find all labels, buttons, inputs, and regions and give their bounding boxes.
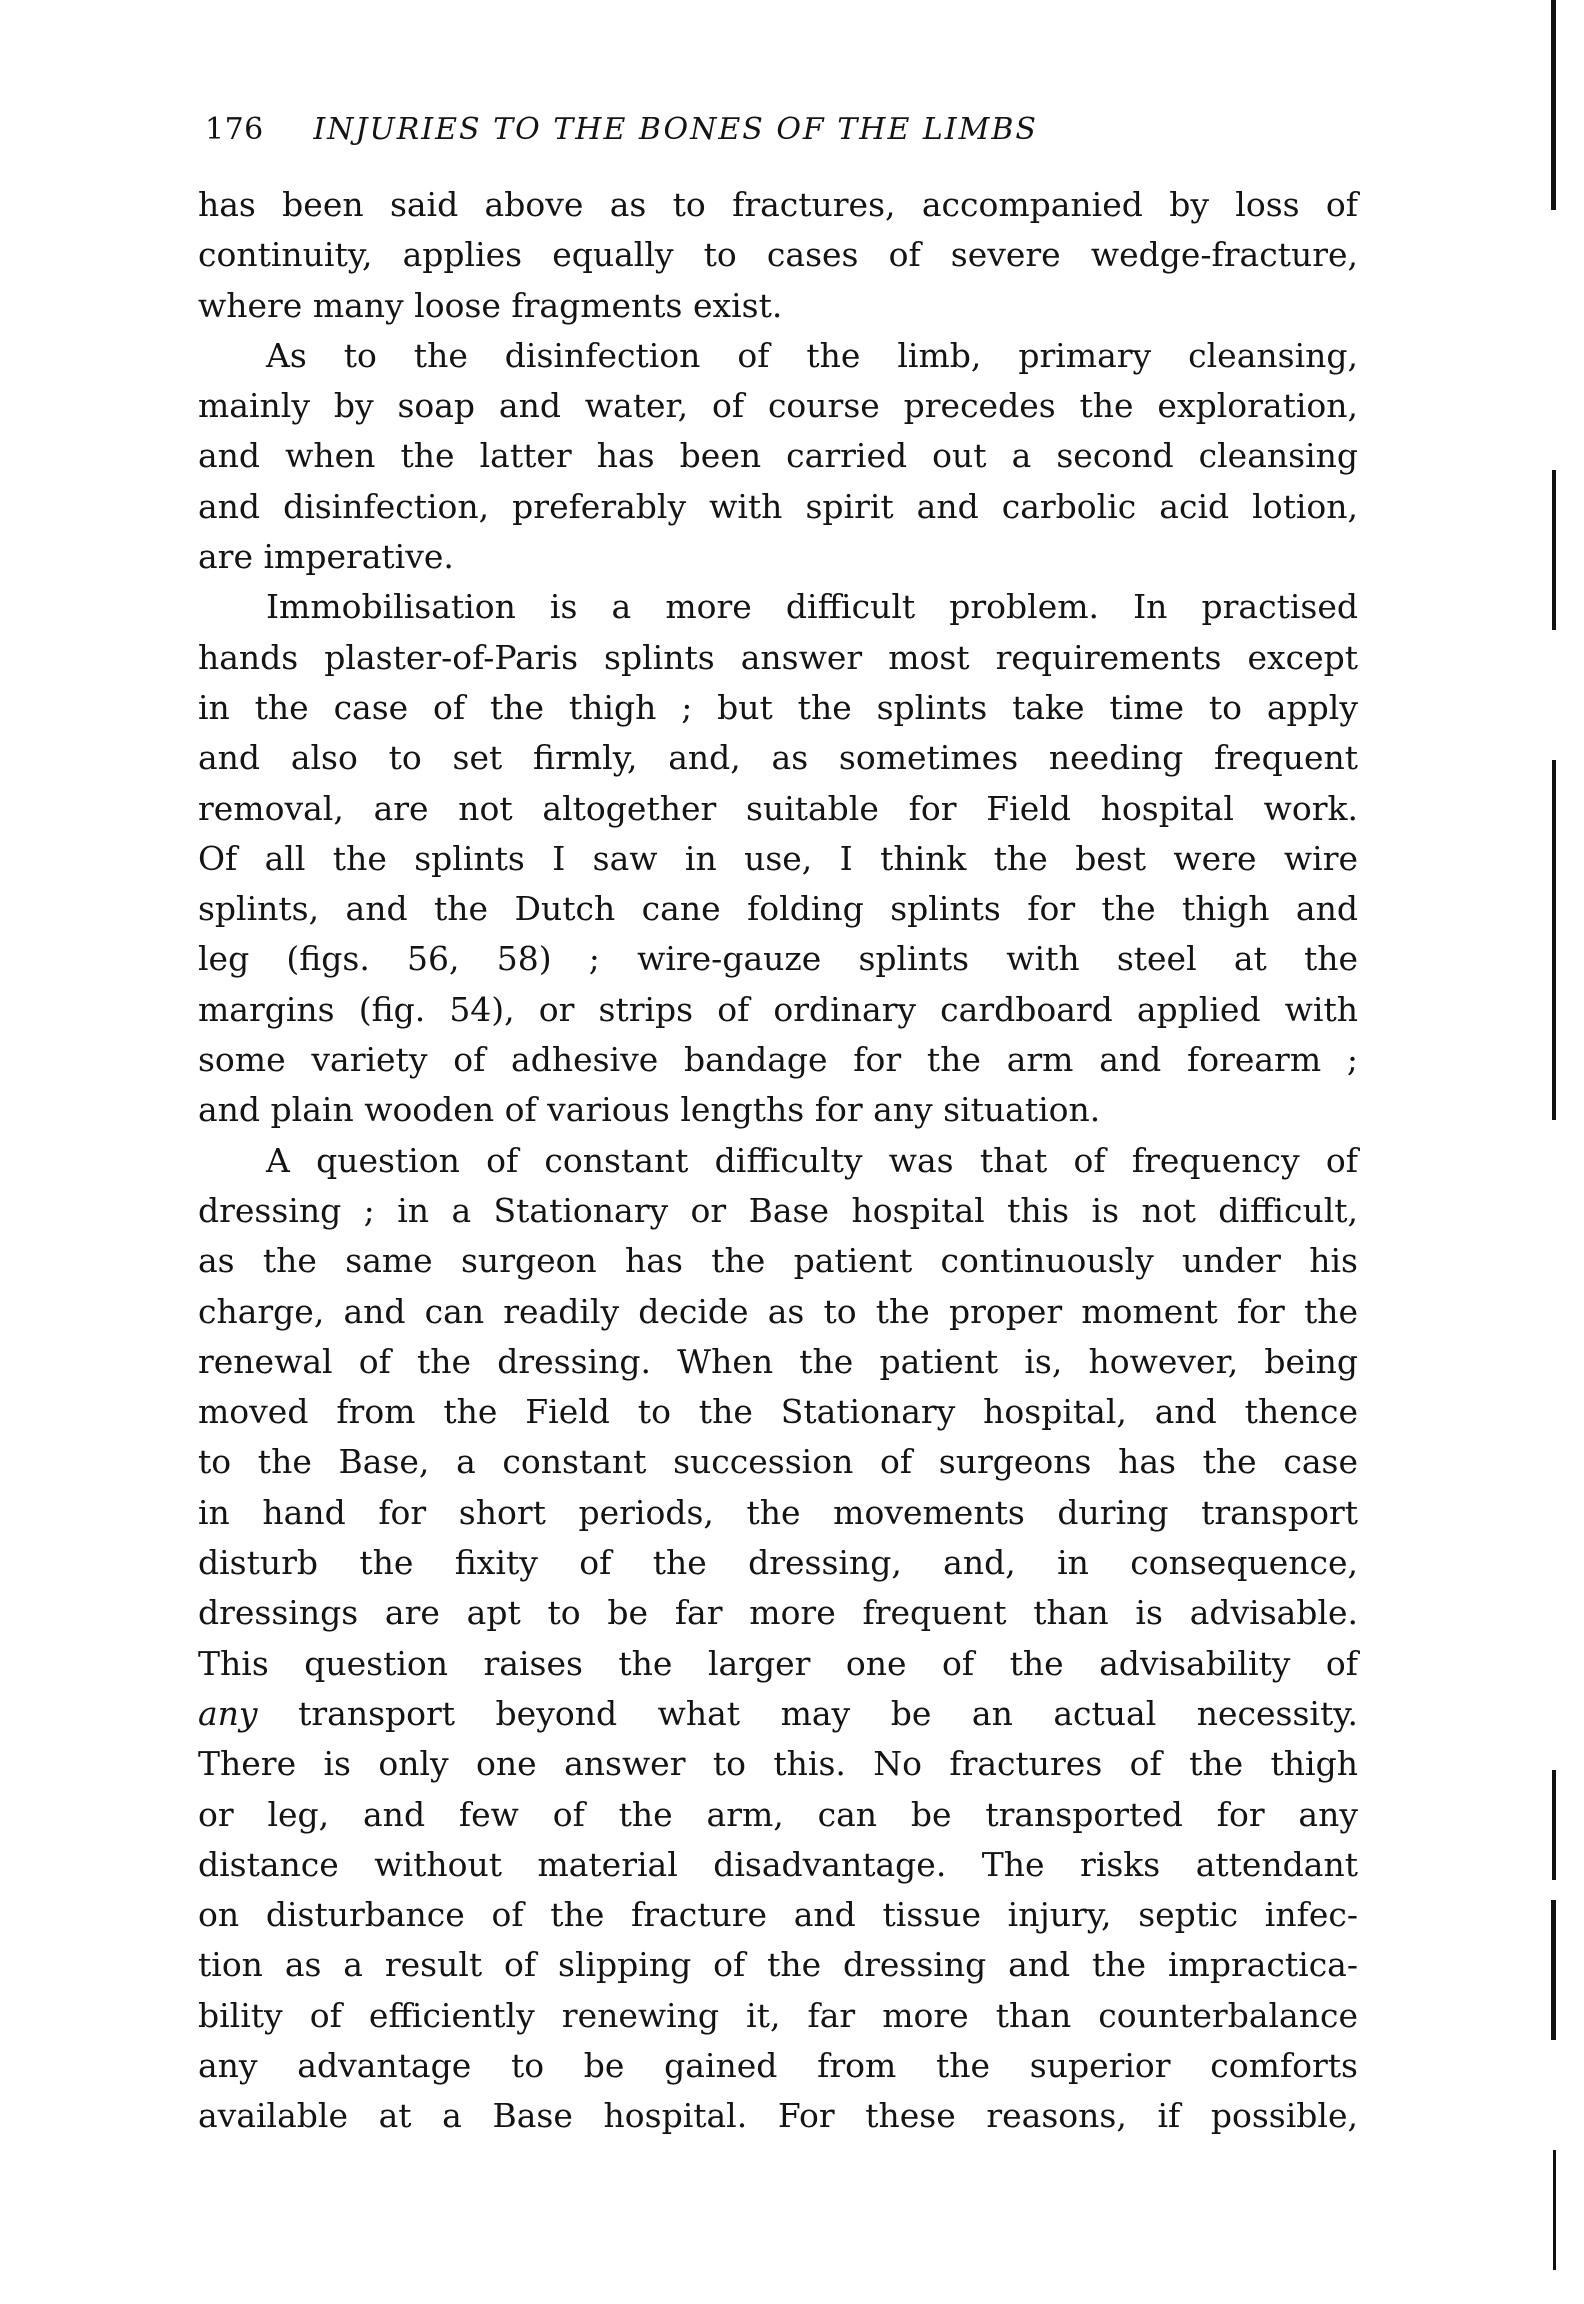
paragraph-first-line: Immobilisation is a more difficult problem. In practised bbox=[266, 587, 1358, 627]
text-line: or leg, and few of the arm, can be transported for any bbox=[198, 1794, 1358, 1834]
text-line: Of all the splints I saw in use, I think the best were wire bbox=[198, 838, 1358, 878]
text-line: and also to set firmly, and, as sometimes needing frequent bbox=[198, 738, 1358, 778]
text-line: renewal of the dressing. When the patient is, however, being bbox=[198, 1341, 1358, 1381]
text-line: and disinfection, preferably with spirit and carbolic acid lotion, bbox=[198, 486, 1358, 526]
text-line: splints, and the Dutch cane folding splints for the thigh and bbox=[198, 889, 1358, 929]
page-number: 176 bbox=[205, 112, 264, 147]
text-line: to the Base, a constant succession of surgeons has the case bbox=[198, 1442, 1358, 1482]
text-line: disturb the fixity of the dressing, and, in consequence, bbox=[198, 1543, 1358, 1583]
scan-edge-mark bbox=[1551, 1900, 1556, 2040]
text-line: bility of efficiently renewing it, far more than counterbalance bbox=[198, 1995, 1358, 2035]
text-line: leg (figs. 56, 58) ; wire-gauze splints with steel at the bbox=[198, 939, 1358, 979]
text-line: charge, and can readily decide as to the proper moment for the bbox=[198, 1291, 1358, 1331]
text-line: has been said above as to fractures, accompanied by loss of bbox=[198, 185, 1358, 224]
scan-edge-mark bbox=[1552, 470, 1556, 630]
paragraph-first-line: A question of constant difficulty was that of frequency of bbox=[266, 1140, 1358, 1180]
scan-edge-mark bbox=[1552, 760, 1556, 1120]
scan-edge-mark bbox=[1551, 0, 1556, 210]
text-line: any advantage to be gained from the superior comforts bbox=[198, 2045, 1358, 2085]
text-line: tion as a result of slipping of the dressing and the impractica- bbox=[198, 1945, 1358, 1985]
text-line: mainly by soap and water, of course precedes the exploration, bbox=[198, 386, 1358, 426]
emphasized-word: any bbox=[198, 1693, 258, 1733]
body-text bbox=[198, 180, 1358, 2142]
text-line: dressings are apt to be far more frequent than is advisable. bbox=[198, 1593, 1358, 1633]
text-line: on disturbance of the fracture and tissue injury, septic infec- bbox=[198, 1895, 1358, 1935]
text-line: moved from the Field to the Stationary hospital, and thence bbox=[198, 1392, 1358, 1432]
text-line: margins (fig. 54), or strips of ordinary cardboard applied with bbox=[198, 989, 1358, 1029]
text-line: dressing ; in a Stationary or Base hospital this is not difficult, bbox=[198, 1190, 1358, 1230]
text-line: available at a Base hospital. For these reasons, if possible, bbox=[198, 2096, 1358, 2136]
text-span: transport beyond what may be an actual necessity. bbox=[298, 1693, 1358, 1733]
text-line: in hand for short periods, the movements during transport bbox=[198, 1492, 1358, 1532]
text-line: removal, are not altogether suitable for Field hospital work. bbox=[198, 788, 1358, 828]
text-line: This question raises the larger one of the advisability of bbox=[198, 1643, 1358, 1683]
text-line: where many loose fragments exist. bbox=[198, 285, 783, 325]
text-line: are imperative. bbox=[198, 537, 454, 577]
running-head bbox=[205, 108, 1355, 152]
text-line: continuity, applies equally to cases of severe wedge-fracture, bbox=[198, 235, 1358, 275]
scan-edge-mark bbox=[1552, 1770, 1556, 1880]
scan-edge-mark bbox=[1553, 2150, 1556, 2270]
text-line: and when the latter has been carried out a second cleansing bbox=[198, 436, 1358, 476]
text-line: in the case of the thigh ; but the splints take time to apply bbox=[198, 687, 1358, 727]
text-line: There is only one answer to this. No fractures of the thigh bbox=[198, 1744, 1358, 1784]
paragraph-first-line: As to the disinfection of the limb, primary cleansing, bbox=[266, 335, 1358, 375]
text-line: as the same surgeon has the patient continuously under his bbox=[198, 1241, 1358, 1281]
text-line: some variety of adhesive bandage for the arm and forearm ; bbox=[198, 1040, 1358, 1080]
text-line: and plain wooden of various lengths for any situation. bbox=[198, 1090, 1101, 1130]
text-line-emphasis bbox=[198, 1689, 1358, 1739]
text-line: distance without material disadvantage. The risks attendant bbox=[198, 1844, 1358, 1884]
text-line: hands plaster-of-Paris splints answer most requirements except bbox=[198, 637, 1358, 677]
running-title: INJURIES TO THE BONES OF THE LIMBS bbox=[313, 112, 1038, 147]
